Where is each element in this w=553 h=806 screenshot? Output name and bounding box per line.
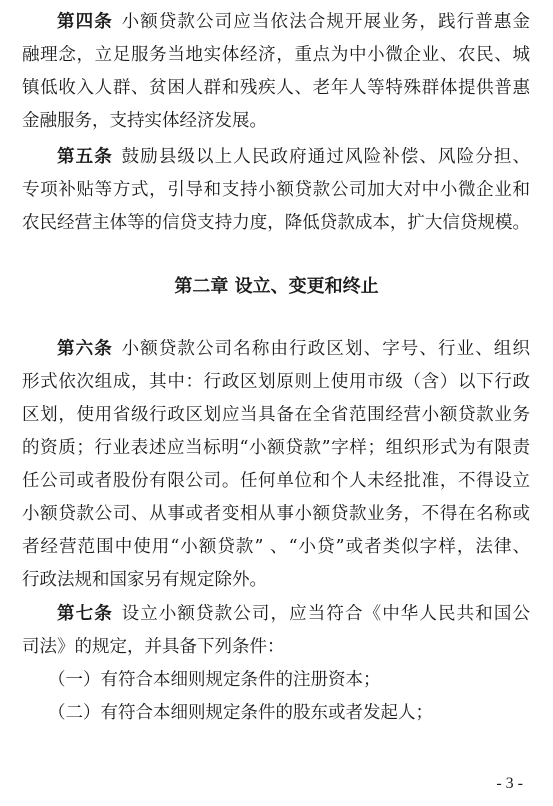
article-6-line-6: 小额贷款公司、从事或者变相从事小额贷款业务，不得在名称或: [22, 504, 530, 524]
article-6-label: 第六条: [57, 339, 113, 359]
article-4-line-2: 融理念，立足服务当地实体经济，重点为中小微企业、农民、城: [22, 45, 530, 65]
article-6-line-7: 者经营范围中使用“小额贷款” 、“小贷”或者类似字样，法律、: [22, 537, 530, 557]
article-4-text: 小额贷款公司应当依法合规开展业务，践行普惠金: [121, 12, 530, 32]
article-7-line-2: 司法》的规定，并具备下列条件：: [22, 637, 285, 657]
article-5-line-3: 农民经营主体等的信贷支持力度，降低贷款成本，扩大信贷规模。: [22, 213, 530, 233]
article-6-line-8: 行政法规和国家另有规定除外。: [22, 570, 267, 590]
article-4-line-1: [57, 6, 530, 39]
article-7-line-1: [57, 598, 530, 631]
article-6-line-3: 区划，使用省级行政区划应当具备在全省范围经营小额贷款业务: [22, 405, 530, 425]
article-4-label: 第四条: [57, 12, 113, 32]
article-4-line-4: 金融服务，支持实体经济发展。: [22, 111, 267, 131]
article-5-label: 第五条: [57, 147, 113, 167]
article-7-item-1: （一）有符合本细则规定条件的注册资本；: [48, 670, 381, 690]
page-number: - 3 -: [496, 775, 523, 792]
article-7-label: 第七条: [57, 604, 113, 624]
article-6-line-5: 任公司或者股份有限公司。任何单位和个人未经批准，不得设立: [22, 471, 530, 491]
article-6-text: 小额贷款公司名称由行政区划、字号、行业、组织: [121, 339, 530, 359]
chapter-heading: 第二章 设立、变更和终止: [174, 276, 379, 297]
article-5-text: 鼓励县级以上人民政府通过风险补偿、风险分担、: [121, 147, 530, 167]
article-7-text: 设立小额贷款公司，应当符合《中华人民共和国公: [121, 604, 530, 624]
article-6-line-1: [57, 333, 530, 366]
article-7-item-2: （二）有符合本细则规定条件的股东或者发起人；: [48, 703, 433, 723]
article-5-line-2: 专项补贴等方式，引导和支持小额贷款公司加大对中小微企业和: [22, 180, 530, 200]
article-5-line-1: [57, 141, 530, 174]
article-6-line-2: 形式依次组成，其中：行政区划原则上使用市级（含）以下行政: [22, 372, 530, 392]
article-4-line-3: 镇低收入人群、贫困人群和残疾人、老年人等特殊群体提供普惠: [22, 78, 530, 98]
article-6-line-4: 的资质；行业表述应当标明“小额贷款”字样；组织形式为有限责: [22, 438, 530, 458]
